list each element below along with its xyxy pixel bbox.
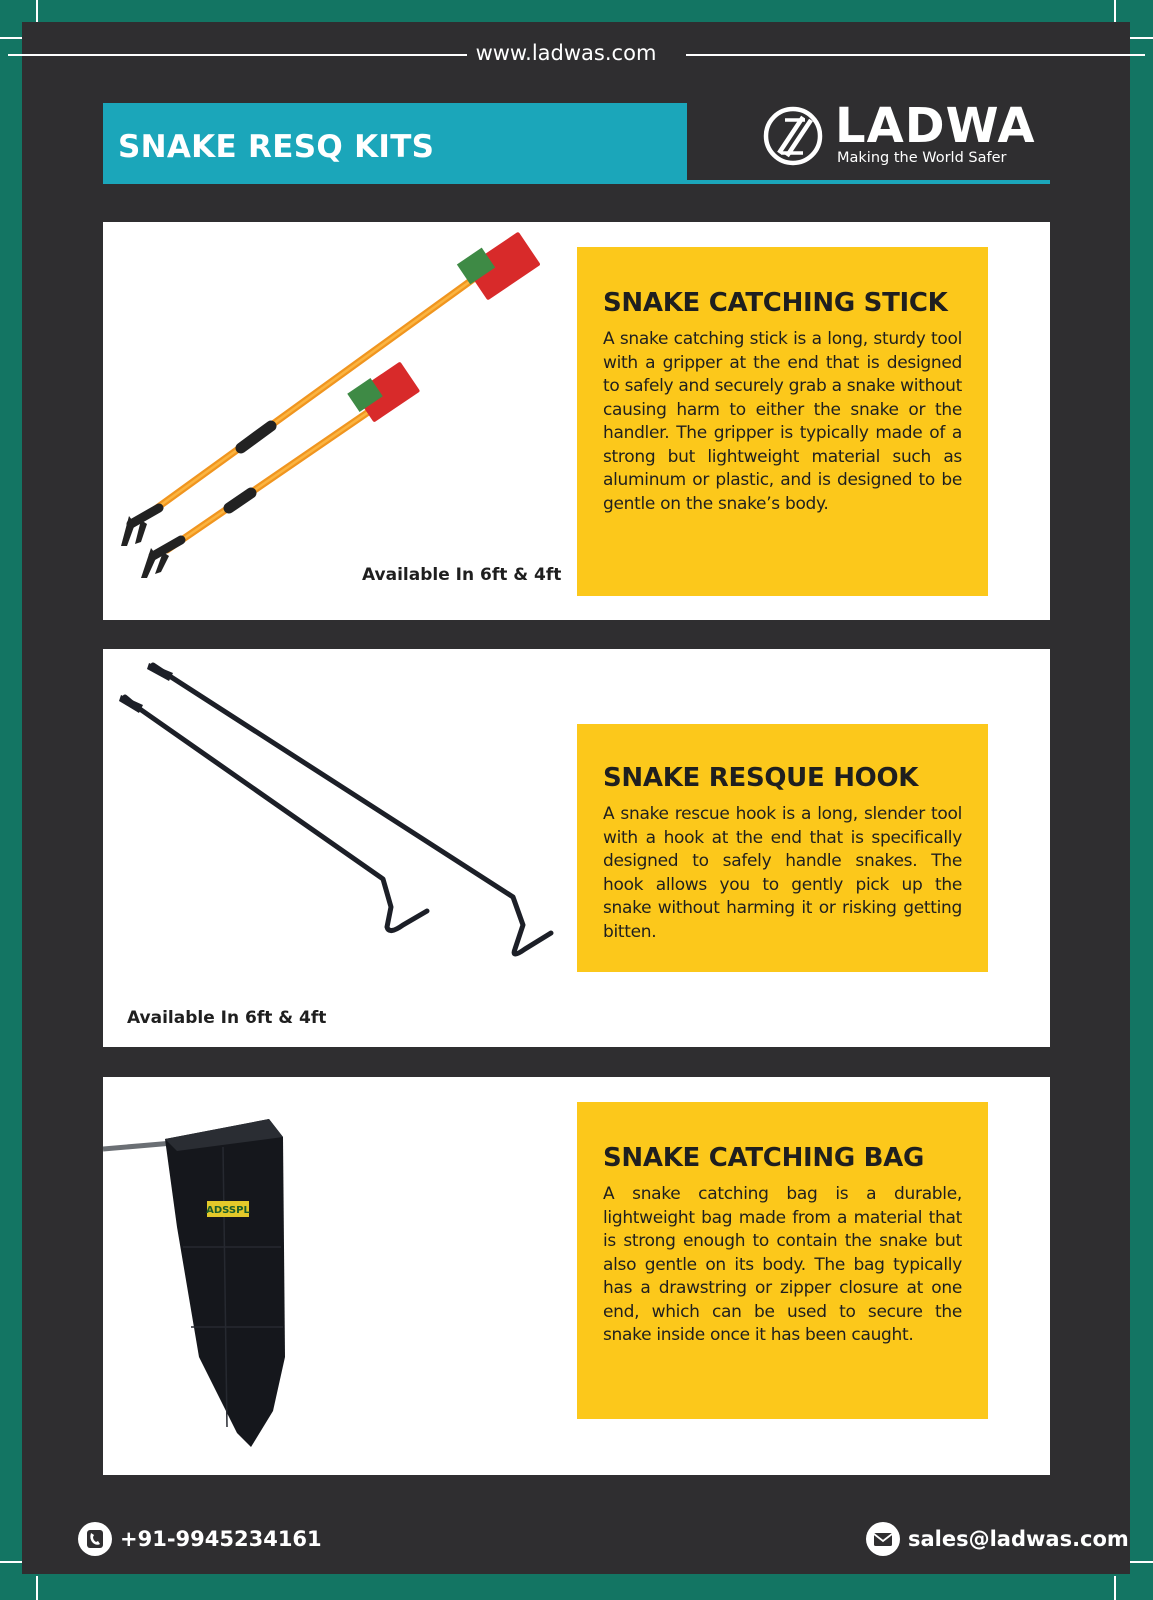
phone-icon: [78, 1522, 112, 1556]
divider: [686, 54, 1145, 56]
crop-mark: [0, 37, 24, 39]
crop-mark: [1129, 1561, 1153, 1563]
product-info-box: [577, 247, 988, 596]
divider: [8, 54, 467, 56]
page-title-bar: [103, 103, 687, 184]
brand-tagline: Making the World Safer: [837, 150, 1007, 166]
snake-rescue-hook-image: [113, 659, 563, 979]
product-info-box: [577, 1102, 988, 1419]
availability-note: Available In 6ft & 4ft: [127, 1008, 327, 1028]
bag-brand-label: ADSSPL: [206, 1205, 250, 1216]
product-description: A snake catching stick is a long, sturdy tool with a gripper at the end that is designed to safely and securely grab a snake without causing harm to either the snake or the handler. The gripper is typically made of a strong but lightweight material such as aluminum or plastic, and is designed to be gentle on the snake’s body.: [603, 329, 962, 514]
snake-catching-stick-image: [111, 224, 551, 594]
page-title: SNAKE RESQ KITS: [118, 129, 435, 165]
crop-mark: [36, 1576, 38, 1600]
crop-mark: [36, 0, 38, 24]
phone-contact[interactable]: [78, 1522, 322, 1556]
crop-mark: [1114, 0, 1116, 24]
divider: [687, 180, 1050, 184]
snake-catching-bag-image: [103, 1107, 323, 1447]
crop-mark: [1129, 37, 1153, 39]
email-contact[interactable]: [866, 1522, 1129, 1556]
product-card-hook: [103, 649, 1050, 1047]
ladwa-logo-icon: [763, 106, 823, 166]
product-title: SNAKE CATCHING BAG: [603, 1143, 925, 1173]
availability-note: Available In 6ft & 4ft: [362, 565, 562, 585]
product-card-stick: [103, 222, 1050, 620]
mail-icon: [866, 1522, 900, 1556]
phone-number: +91-9945234161: [120, 1527, 322, 1551]
product-title: SNAKE CATCHING STICK: [603, 288, 948, 318]
product-card-bag: [103, 1077, 1050, 1475]
website-url[interactable]: www.ladwas.com: [475, 41, 657, 65]
brand-logo: [763, 100, 1063, 170]
product-description: A snake catching bag is a durable, lightweight bag made from a material that is strong enough to contain the snake but also gentle on its body. The bag typically has a drawstring or zipper closure at one end, which can be used to secure the snake inside once it has been caught.: [603, 1184, 962, 1345]
brand-name: LADWA: [835, 98, 1036, 154]
crop-mark: [0, 1561, 24, 1563]
crop-mark: [1114, 1576, 1116, 1600]
product-info-box: [577, 724, 988, 972]
product-description: A snake rescue hook is a long, slender tool with a hook at the end that is specifically designed to safely handle snakes. The hook allows you to gently pick up the snake without harming it or risking getting bitten.: [603, 804, 962, 942]
email-address: sales@ladwas.com: [908, 1527, 1129, 1551]
product-title: SNAKE RESQUE HOOK: [603, 763, 919, 793]
